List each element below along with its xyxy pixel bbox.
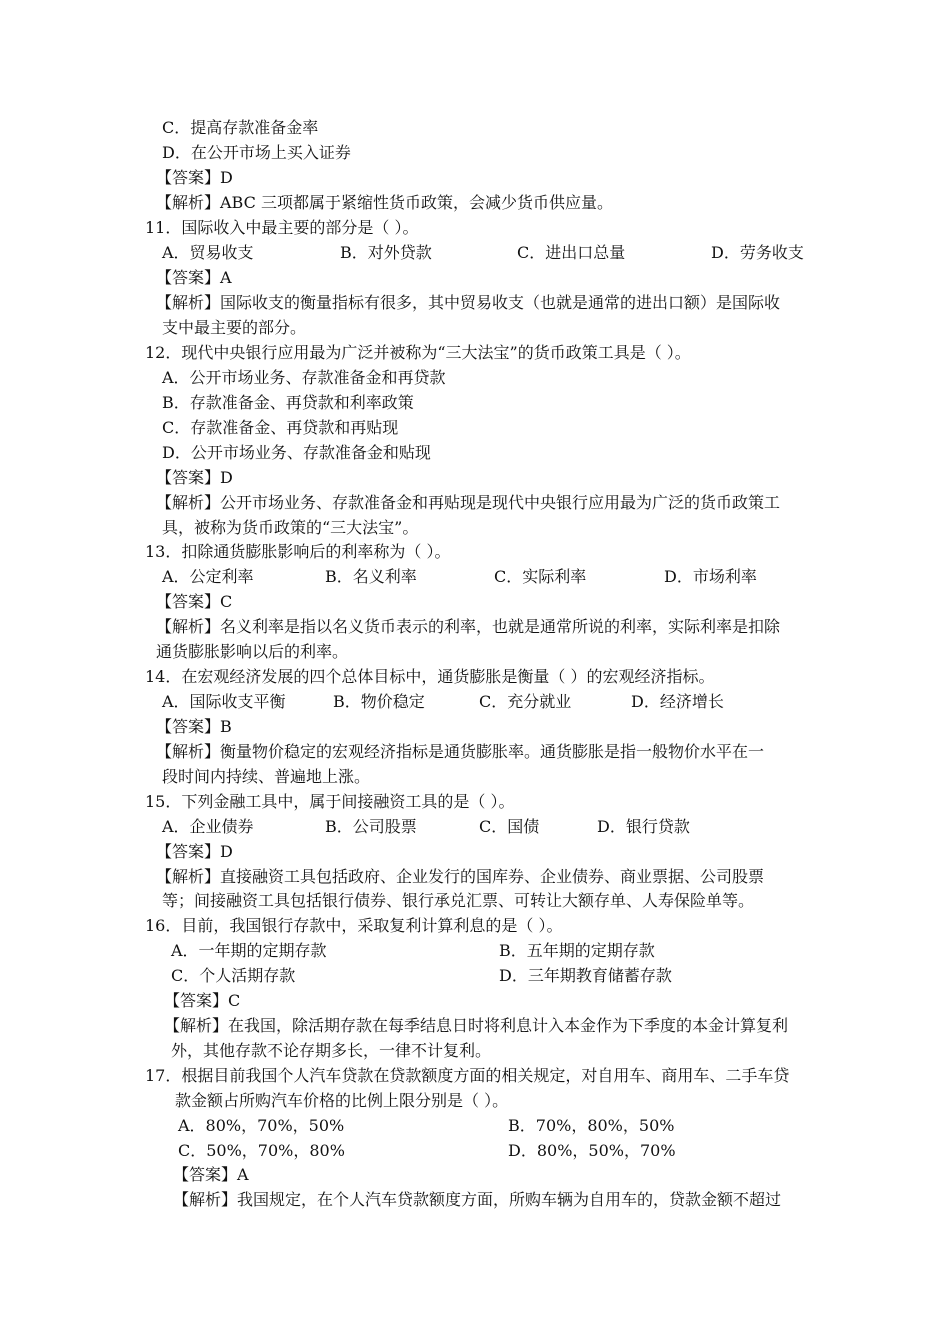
explanation-line: 【解析】ABC 三项都属于紧缩性货币政策，会减少货币供应量。 bbox=[156, 193, 613, 212]
q13-answer: 【答案】C bbox=[156, 592, 233, 611]
q17-option-b: B．70%，80%，50% bbox=[508, 1116, 675, 1135]
q12-explanation-cont: 具，被称为货币政策的“三大法宝”。 bbox=[162, 518, 419, 537]
question-17-cont: 款金额占所购汽车价格的比例上限分别是（ ）。 bbox=[175, 1091, 509, 1110]
question-17: 17．根据目前我国个人汽车贷款在贷款额度方面的相关规定，对自用车、商用车、二手车贷 bbox=[145, 1066, 790, 1085]
q13-option-c: C．实际利率 bbox=[494, 567, 587, 586]
q14-explanation: 【解析】衡量物价稳定的宏观经济指标是通货膨胀率。通货膨胀是指一般物价水平在一 bbox=[156, 742, 765, 761]
q15-answer: 【答案】D bbox=[156, 842, 233, 861]
q17-answer: 【答案】A bbox=[173, 1165, 249, 1184]
q11-answer: 【答案】A bbox=[156, 268, 232, 287]
q17-option-d: D．80%，50%，70% bbox=[508, 1141, 676, 1160]
q14-option-c: C．充分就业 bbox=[479, 692, 572, 711]
q12-option-a: A．公开市场业务、存款准备金和再贷款 bbox=[162, 368, 446, 387]
option-d: D．在公开市场上买入证券 bbox=[162, 143, 351, 162]
q14-option-d: D．经济增长 bbox=[631, 692, 724, 711]
question-13: 13．扣除通货膨胀影响后的利率称为（ ）。 bbox=[145, 542, 451, 561]
question-11: 11．国际收入中最主要的部分是（ ）。 bbox=[145, 218, 419, 237]
q11-option-a: A．贸易收支 bbox=[162, 243, 254, 262]
q14-option-b: B．物价稳定 bbox=[333, 692, 425, 711]
question-14: 14．在宏观经济发展的四个总体目标中，通货膨胀是衡量（ ）的宏观经济指标。 bbox=[145, 667, 715, 686]
q13-option-a: A．公定利率 bbox=[162, 567, 254, 586]
q11-option-d: D．劳务收支 bbox=[711, 243, 804, 262]
q17-option-c: C．50%，70%，80% bbox=[178, 1141, 345, 1160]
answer-line: 【答案】D bbox=[156, 168, 233, 187]
q16-option-c: C．个人活期存款 bbox=[171, 966, 296, 985]
q14-answer: 【答案】B bbox=[156, 717, 232, 736]
q16-option-b: B．五年期的定期存款 bbox=[499, 941, 655, 960]
q14-option-a: A．国际收支平衡 bbox=[162, 692, 286, 711]
q13-option-b: B．名义利率 bbox=[325, 567, 417, 586]
q15-option-b: B．公司股票 bbox=[325, 817, 417, 836]
question-15: 15．下列金融工具中，属于间接融资工具的是（ ）。 bbox=[145, 792, 515, 811]
q16-option-d: D．三年期教育储蓄存款 bbox=[499, 966, 672, 985]
q13-explanation: 【解析】名义利率是指以名义货币表示的利率，也就是通常所说的利率，实际利率是扣除 bbox=[156, 617, 781, 636]
question-16: 16．目前，我国银行存款中，采取复利计算利息的是（ ）。 bbox=[145, 916, 563, 935]
q15-explanation-cont: 等；间接融资工具包括银行债券、银行承兑汇票、可转让大额存单、人寿保险单等。 bbox=[162, 891, 755, 910]
question-12: 12．现代中央银行应用最为广泛并被称为“三大法宝”的货币政策工具是（ ）。 bbox=[145, 343, 691, 362]
q12-explanation: 【解析】公开市场业务、存款准备金和再贴现是现代中央银行应用最为广泛的货币政策工 bbox=[156, 493, 781, 512]
q17-option-a: A．80%，70%，50% bbox=[178, 1116, 345, 1135]
q16-answer: 【答案】C bbox=[164, 991, 241, 1010]
q16-explanation-cont: 外，其他存款不论存期多长，一律不计复利。 bbox=[171, 1041, 492, 1060]
q11-explanation: 【解析】国际收支的衡量指标有很多，其中贸易收支（也就是通常的进出口额）是国际收 bbox=[156, 293, 781, 312]
q15-option-a: A．企业债券 bbox=[162, 817, 254, 836]
q15-option-c: C．国债 bbox=[479, 817, 540, 836]
q11-option-c: C．进出口总量 bbox=[517, 243, 626, 262]
q13-option-d: D．市场利率 bbox=[664, 567, 757, 586]
q12-option-d: D．公开市场业务、存款准备金和贴现 bbox=[162, 443, 431, 462]
q15-explanation: 【解析】直接融资工具包括政府、企业发行的国库券、企业债券、商业票据、公司股票 bbox=[156, 867, 765, 886]
q11-explanation-cont: 支中最主要的部分。 bbox=[162, 318, 307, 337]
q15-option-d: D．银行贷款 bbox=[597, 817, 690, 836]
q16-option-a: A．一年期的定期存款 bbox=[171, 941, 327, 960]
q12-option-c: C．存款准备金、再贷款和再贴现 bbox=[162, 418, 399, 437]
q17-explanation: 【解析】我国规定，在个人汽车贷款额度方面，所购车辆为自用车的，贷款金额不超过 bbox=[173, 1190, 782, 1209]
q12-option-b: B．存款准备金、再贷款和利率政策 bbox=[162, 393, 414, 412]
q12-answer: 【答案】D bbox=[156, 468, 233, 487]
q16-explanation: 【解析】在我国，除活期存款在每季结息日时将利息计入本金作为下季度的本金计算复利 bbox=[164, 1016, 789, 1035]
q14-explanation-cont: 段时间内持续、普遍地上涨。 bbox=[162, 767, 371, 786]
q11-option-b: B．对外贷款 bbox=[340, 243, 432, 262]
option-c: C．提高存款准备金率 bbox=[162, 118, 319, 137]
q13-explanation-cont: 通货膨胀影响以后的利率。 bbox=[156, 642, 349, 661]
